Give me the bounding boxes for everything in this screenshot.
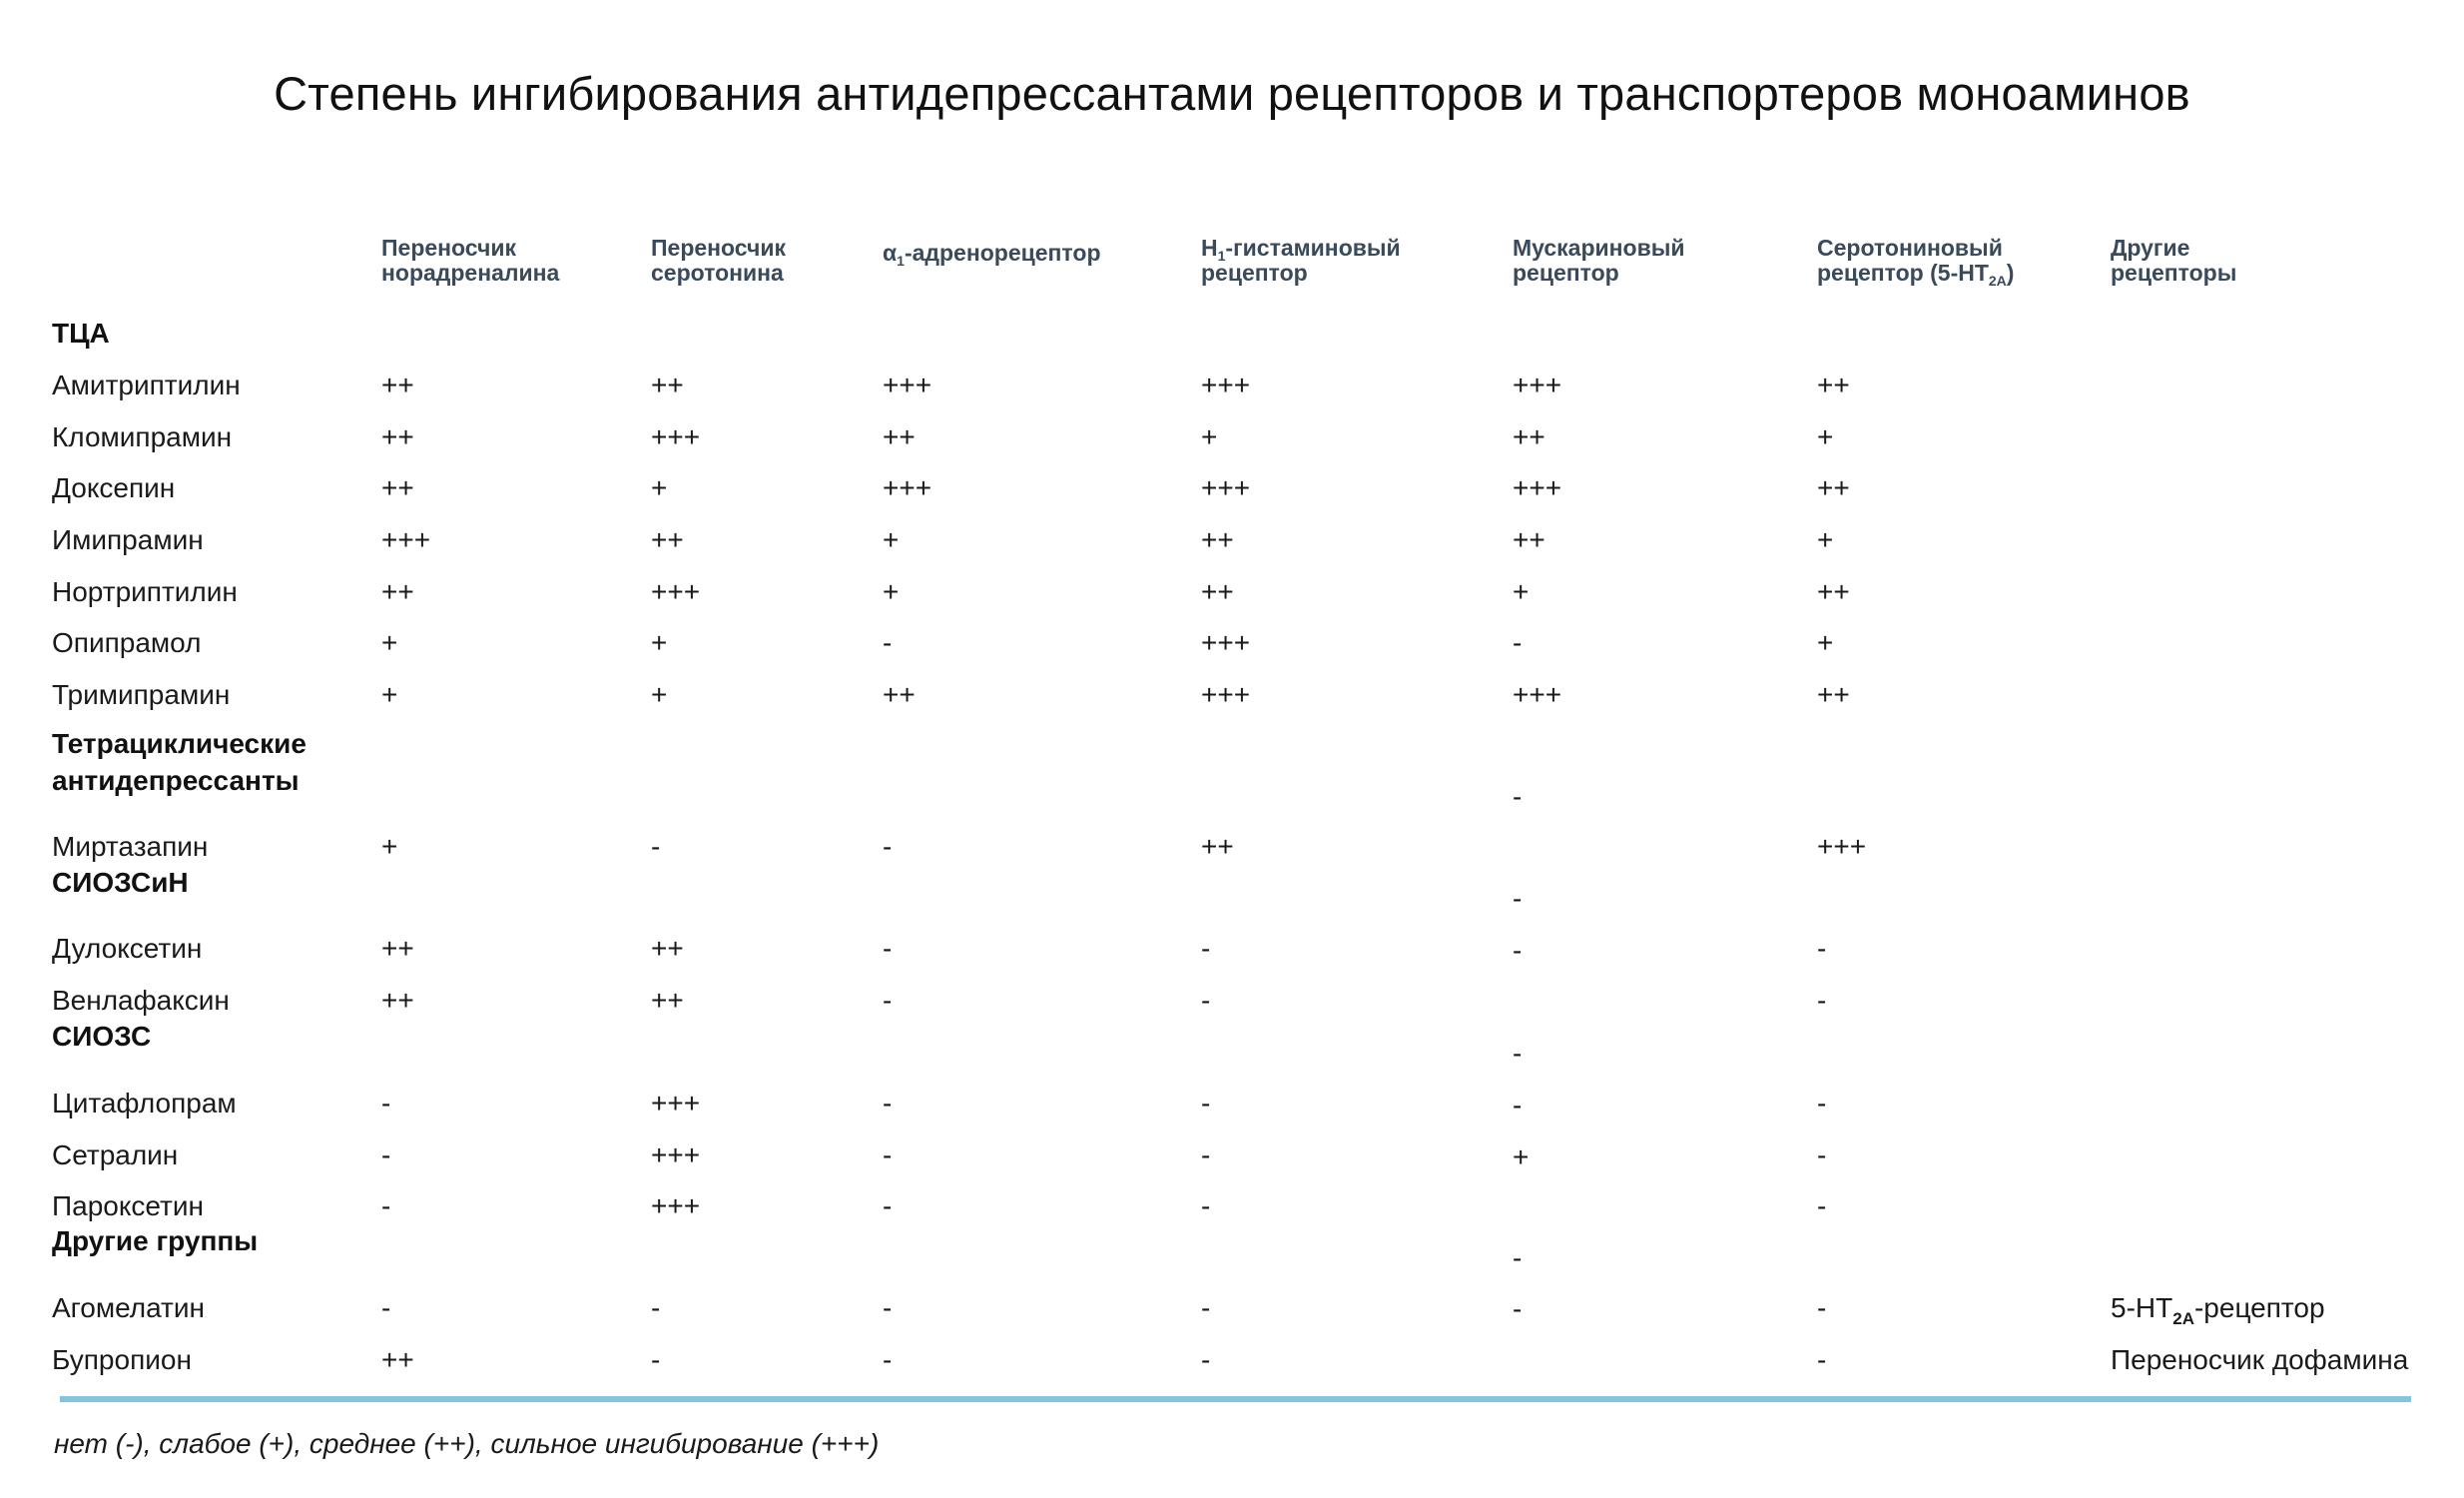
table-row xyxy=(0,981,2464,1021)
table-row xyxy=(0,417,2464,457)
value-cell: +++ xyxy=(1201,627,1251,658)
muscarinic-value: - xyxy=(1513,935,1523,966)
muscarinic-value: - xyxy=(1513,883,1523,914)
value-cell: + xyxy=(651,472,668,503)
value-cell: +++ xyxy=(651,1139,701,1170)
value-cell: - xyxy=(381,1292,391,1323)
drug-name: Тримипрамин xyxy=(52,679,231,710)
drug-name: Пароксетин xyxy=(52,1190,204,1221)
muscarinic-value: - xyxy=(1513,1038,1523,1069)
table-row xyxy=(0,572,2464,612)
table-row xyxy=(0,366,2464,405)
value-cell: - xyxy=(1817,1292,1827,1323)
header-muscarinic-receptor: Мускариновый рецептор xyxy=(1513,235,1685,286)
header-other-receptors: Другие рецепторы xyxy=(2111,235,2237,286)
value-cell: +++ xyxy=(651,1088,701,1119)
value-cell: ++ xyxy=(1201,831,1234,862)
value-cell: - xyxy=(1817,1139,1827,1170)
value-cell: + xyxy=(381,831,398,862)
value-cell: - xyxy=(381,1190,391,1221)
drug-name: Сетралин xyxy=(52,1139,179,1170)
value-cell: +++ xyxy=(651,1190,701,1221)
group-name: ТЦА xyxy=(52,318,110,349)
value-cell: - xyxy=(1201,1190,1211,1221)
muscarinic-value: - xyxy=(1513,1242,1523,1273)
drug-name: Кломипрамин xyxy=(52,421,233,452)
value-cell: ++ xyxy=(1513,524,1545,555)
value-cell: ++ xyxy=(381,1344,414,1375)
value-cell: +++ xyxy=(1513,370,1562,400)
drug-name: Нортриптилин xyxy=(52,576,238,607)
value-cell: + xyxy=(1817,524,1834,555)
value-cell: ++ xyxy=(1817,576,1850,607)
table-row xyxy=(0,675,2464,715)
table-row xyxy=(0,520,2464,560)
value-cell: ++ xyxy=(1513,421,1545,452)
drug-name: Доксепин xyxy=(52,472,176,503)
value-cell: ++ xyxy=(651,524,684,555)
drug-name: Опипрамол xyxy=(52,627,202,658)
value-cell: +++ xyxy=(1201,472,1251,503)
table-row xyxy=(0,827,2464,867)
value-cell: ++ xyxy=(651,933,684,964)
value-cell: - xyxy=(651,831,661,862)
value-cell: +++ xyxy=(1513,472,1562,503)
value-cell: - xyxy=(883,831,893,862)
drug-name: Дулоксетин xyxy=(52,933,203,964)
table-row xyxy=(0,1135,2464,1175)
value-cell: ++ xyxy=(381,985,414,1016)
table-row xyxy=(0,623,2464,663)
drug-name: Цитафлопрам xyxy=(52,1088,237,1119)
value-cell: + xyxy=(651,679,668,710)
value-cell: +++ xyxy=(883,472,932,503)
value-cell: +++ xyxy=(651,421,701,452)
value-cell: - xyxy=(651,1344,661,1375)
value-cell: ++ xyxy=(1817,679,1850,710)
divider-rule xyxy=(60,1396,2411,1402)
value-cell: ++ xyxy=(381,576,414,607)
value-cell: - xyxy=(1201,933,1211,964)
value-cell: - xyxy=(883,1292,893,1323)
value-cell: $5-HT_{2A}$-рецептор xyxy=(2111,1292,2325,1328)
value-cell: - xyxy=(883,933,893,964)
value-cell: + xyxy=(883,576,900,607)
table-row xyxy=(0,1186,2464,1226)
page-title: Степень ингибирования антидепрессантами рецепторов и транспортеров моноаминов xyxy=(274,67,2190,120)
table-row xyxy=(0,468,2464,508)
value-cell: + xyxy=(1201,421,1218,452)
group-row xyxy=(0,1017,2464,1057)
drug-name: Миртазапин xyxy=(52,831,209,862)
group-row xyxy=(0,314,2464,354)
value-cell: +++ xyxy=(1201,370,1251,400)
table-row xyxy=(0,929,2464,969)
value-cell: +++ xyxy=(883,370,932,400)
value-cell: +++ xyxy=(1513,679,1562,710)
group-row xyxy=(0,1221,2464,1261)
group-row xyxy=(0,863,2464,903)
value-cell: - xyxy=(381,1139,391,1170)
value-cell: ++ xyxy=(1201,524,1234,555)
value-cell: ++ xyxy=(883,421,916,452)
value-cell: ++ xyxy=(381,472,414,503)
value-cell: - xyxy=(1817,933,1827,964)
value-cell: - xyxy=(1817,985,1827,1016)
value-cell: +++ xyxy=(381,524,431,555)
value-cell: ++ xyxy=(381,370,414,400)
value-cell: + xyxy=(381,679,398,710)
table-row xyxy=(0,1288,2464,1328)
value-cell: +++ xyxy=(1817,831,1867,862)
value-cell: ++ xyxy=(1817,370,1850,400)
drug-name: Имипрамин xyxy=(52,524,204,555)
header-norepinephrine-transporter: Переносчик норадреналина xyxy=(381,235,560,286)
value-cell: ++ xyxy=(381,421,414,452)
value-cell: + xyxy=(1513,576,1530,607)
drug-name: Бупропион xyxy=(52,1344,192,1375)
value-cell: +++ xyxy=(1201,679,1251,710)
value-cell: + xyxy=(1817,627,1834,658)
group-name: СИОЗС xyxy=(52,1021,152,1052)
value-cell: - xyxy=(1817,1344,1827,1375)
header-alpha1-receptor: $\alpha_1$-адренорецептор xyxy=(883,240,1101,269)
value-cell: + xyxy=(1817,421,1834,452)
muscarinic-value: - xyxy=(1513,1293,1523,1324)
drug-name: Амитриптилин xyxy=(52,370,241,400)
value-cell: ++ xyxy=(651,985,684,1016)
value-cell: - xyxy=(883,1088,893,1119)
group-name: Другие группы xyxy=(52,1225,259,1256)
group-name: Тетрациклические антидепрессанты xyxy=(52,728,307,796)
value-cell: - xyxy=(1201,1344,1211,1375)
value-cell: - xyxy=(1513,627,1523,658)
value-cell: - xyxy=(1817,1190,1827,1221)
value-cell: ++ xyxy=(1817,472,1850,503)
value-cell: + xyxy=(651,627,668,658)
value-cell: - xyxy=(1817,1088,1827,1119)
value-cell: - xyxy=(883,985,893,1016)
value-cell: +++ xyxy=(651,576,701,607)
drug-name: Венлафаксин xyxy=(52,985,230,1016)
group-row xyxy=(0,725,2464,796)
muscarinic-value: + xyxy=(1513,1141,1530,1172)
table-row xyxy=(0,1084,2464,1124)
value-cell: - xyxy=(883,1190,893,1221)
table-row xyxy=(0,1340,2464,1380)
value-cell: - xyxy=(1201,985,1211,1016)
value-cell: ++ xyxy=(381,933,414,964)
header-h1-receptor: $H_1$-гистаминовый рецептор xyxy=(1201,235,1401,286)
header-serotonin-receptor: Серотониновый рецептор $(5-HT_{2A})$ xyxy=(1817,235,2015,289)
group-name: СИОЗСиН xyxy=(52,867,189,898)
value-cell: - xyxy=(1201,1139,1211,1170)
muscarinic-value: - xyxy=(1513,1090,1523,1121)
header-serotonin-transporter: Переносчик серотонина xyxy=(651,235,787,286)
value-cell: - xyxy=(1201,1292,1211,1323)
value-cell: ++ xyxy=(1201,576,1234,607)
value-cell: ++ xyxy=(883,679,916,710)
value-cell: - xyxy=(883,627,893,658)
drug-name: Агомелатин xyxy=(52,1292,205,1323)
value-cell: + xyxy=(381,627,398,658)
value-cell: - xyxy=(1201,1088,1211,1119)
value-cell: - xyxy=(651,1292,661,1323)
value-cell: - xyxy=(381,1088,391,1119)
muscarinic-value: - xyxy=(1513,781,1523,812)
value-cell: Переносчик дофамина xyxy=(2111,1344,2409,1375)
legend-text: нет (-), слабое (+), среднее (++), сильное ингибирование (+++) xyxy=(54,1428,880,1459)
value-cell: - xyxy=(883,1344,893,1375)
value-cell: + xyxy=(883,524,900,555)
value-cell: - xyxy=(883,1139,893,1170)
value-cell: ++ xyxy=(651,370,684,400)
